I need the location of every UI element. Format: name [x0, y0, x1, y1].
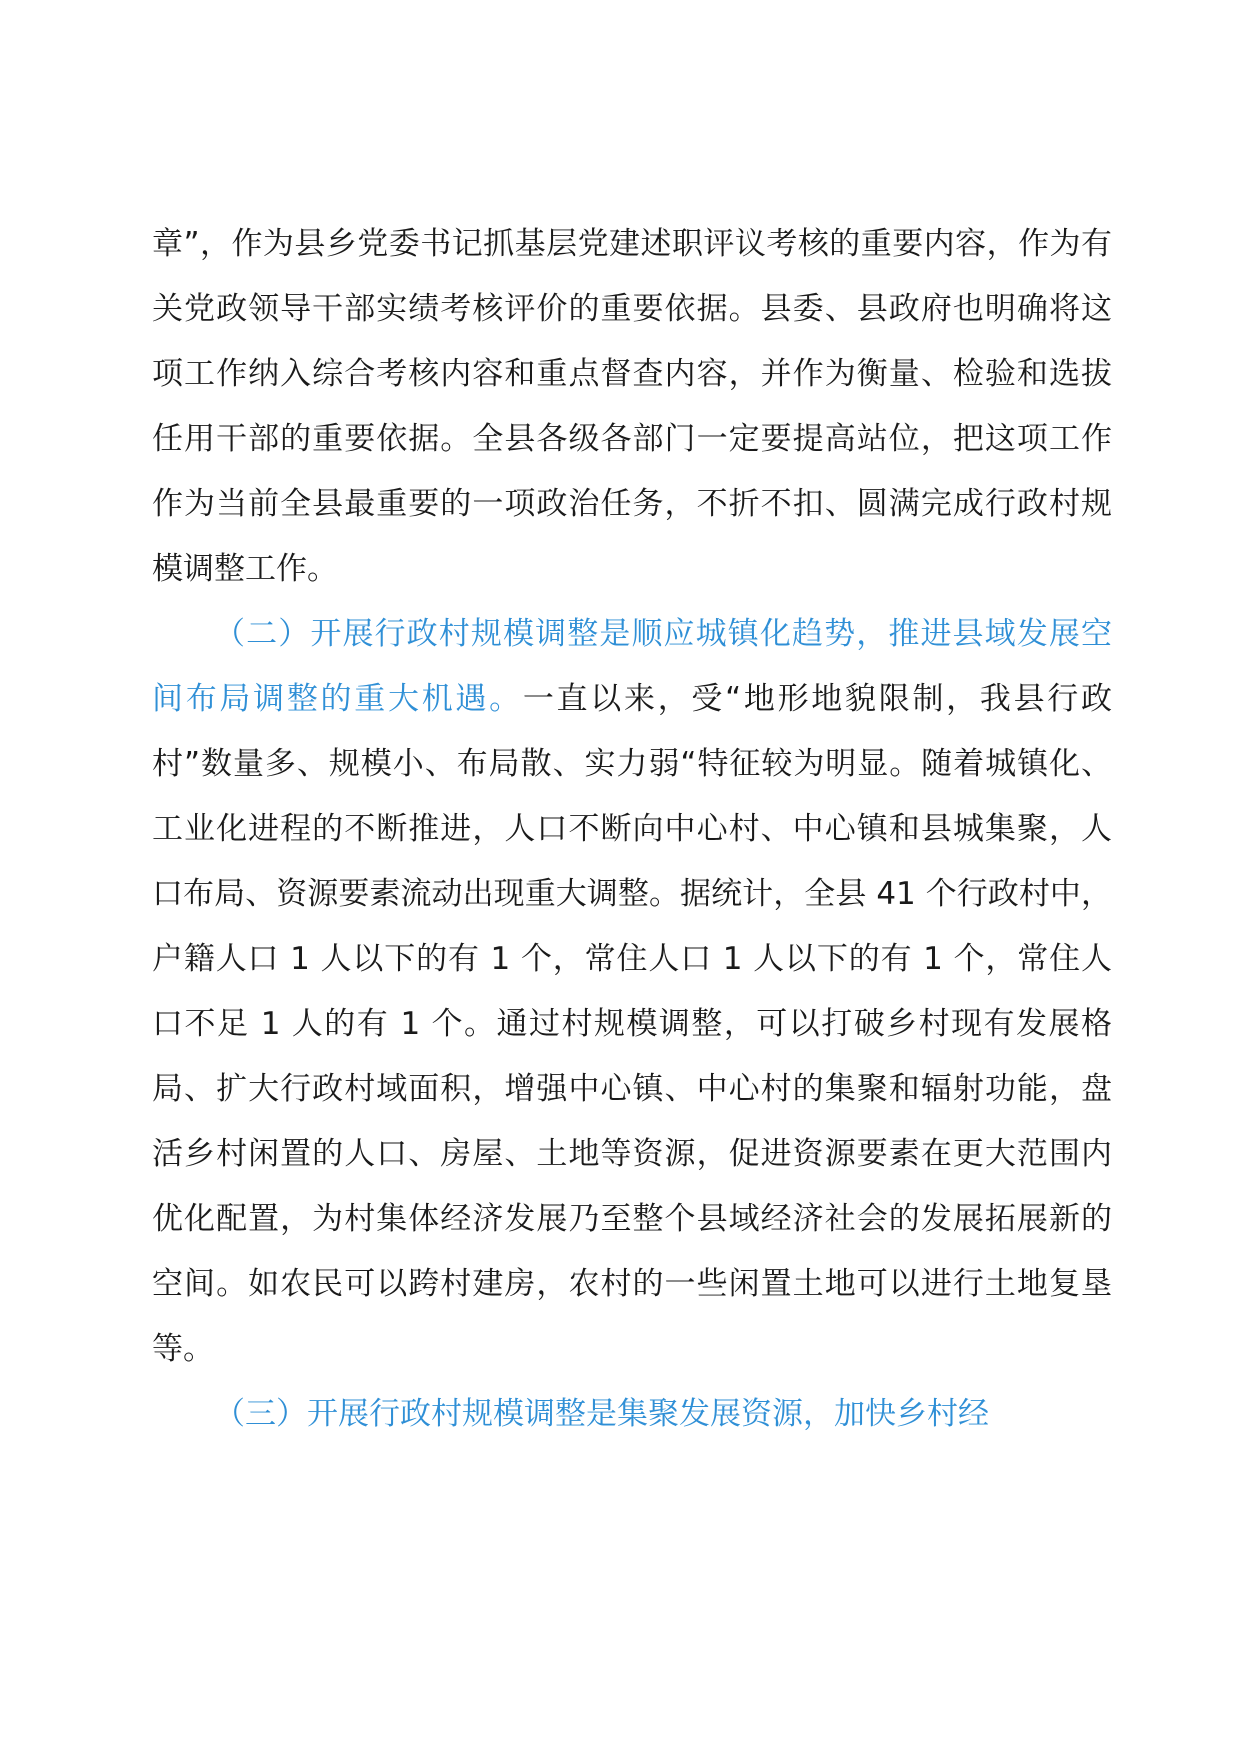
section-heading-3: （三）开展行政村规模调整是集聚发展资源，加快乡村经: [214, 1396, 989, 1432]
paragraph-text: 章”，作为县乡党委书记抓基层党建述职评议考核的重要内容，作为有关党政领导干部实绩考核评价的重要依据。县委、县政府也明确将这项工作纳入综合考核内容和重点督查内容，并作为衡量、检验和选拔任用干部的重要依据。全县各级各部门一定要提高站位，把这项工作作为当前全县最重要的一项政治任务，不折不扣、圆满完成行政村规模调整工作。: [152, 226, 1112, 587]
paragraph-continuation: [152, 212, 1112, 602]
paragraph-text: 一直以来，受“地形地貌限制，我县行政村”数量多、规模小、布局散、实力弱“特征较为明显。随着城镇化、工业化进程的不断推进，人口不断向中心村、中心镇和县城集聚，人口布局、资源要素流动出现重大调整。据统计，全县 41 个行政村中，户籍人口 1 人以下的有 1 个，常住人口 1 人以下的有 1 个，常住人口不足 1 人的有 1 个。通过村规模调整，可以打破乡村现有发展格局、扩大行政村域面积，增强中心镇、中心村的集聚和辐射功能，盘活乡村闲置的人口、房屋、土地等资源，促进资源要素在更大范围内优化配置，为村集体经济发展乃至整个县域经济社会的发展拓展新的空间。如农民可以跨村建房，农村的一些闲置土地可以进行土地复垦等。: [152, 681, 1113, 1367]
document-body: [152, 212, 1112, 1447]
section-heading-2: （二）开展行政村规模调整是顺应城镇化趋势，推进县域发展空间布局调整的重大机遇。: [152, 616, 1112, 717]
paragraph-section-2: [152, 602, 1112, 1382]
paragraph-section-3: [152, 1382, 1112, 1447]
